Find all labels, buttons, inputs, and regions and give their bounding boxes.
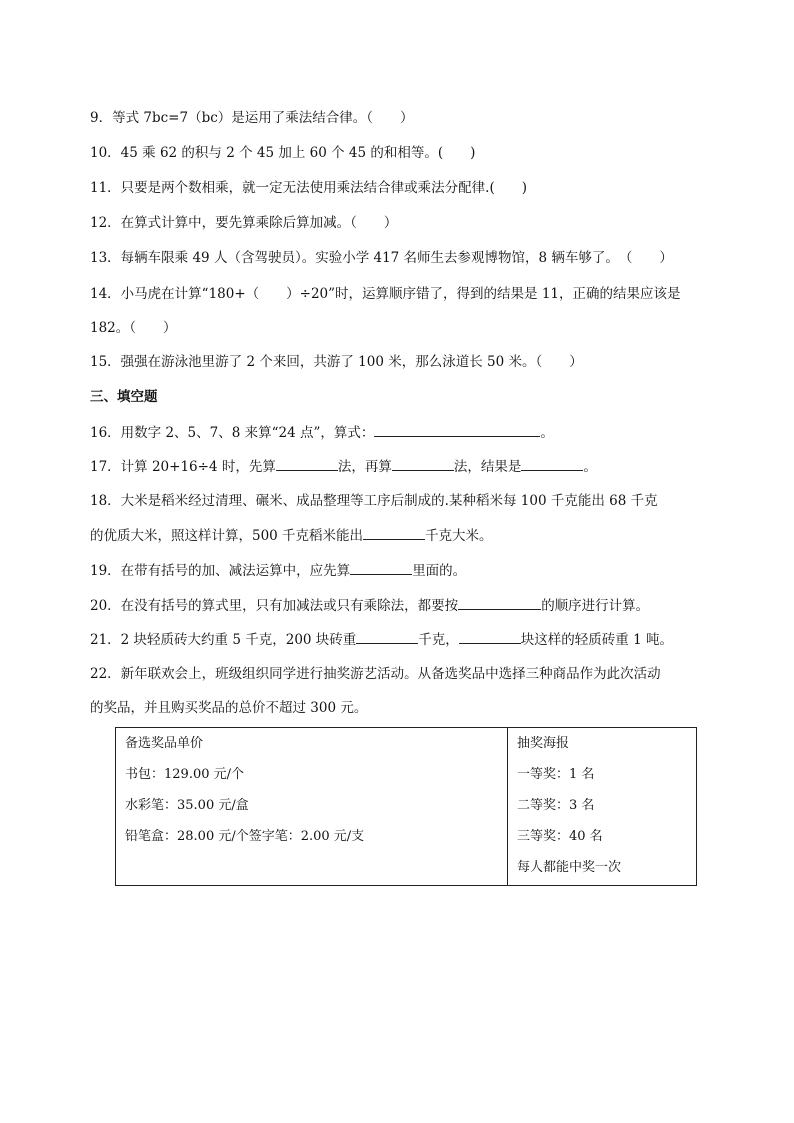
question-15: 15．强强在游泳池里游了 2 个来回，共游了 100 米，那么泳道长 50 米。（ ） <box>90 354 583 370</box>
question-21-text-2: 千克， <box>418 632 459 648</box>
question-9: 9．等式 7bc=7（bc）是运用了乘法结合律。（ ） <box>90 110 414 126</box>
table-line: 抽奖海报 <box>517 736 570 751</box>
question-19-end: 里面的。 <box>412 563 467 579</box>
question-16-end: 。 <box>540 425 554 441</box>
question-21-end: 块这样的轻质砖重 1 吨。 <box>520 632 673 648</box>
question-16-text: 16．用数字 2、5、7、8 来算“24 点”，算式： <box>90 425 375 441</box>
question-17 <box>90 456 597 477</box>
question-17-end: 。 <box>583 459 597 475</box>
lottery-poster-cell <box>508 728 697 886</box>
answer-blank[interactable] <box>363 525 425 540</box>
answer-blank[interactable] <box>356 629 418 644</box>
table-line: 每人都能中奖一次 <box>517 860 622 875</box>
question-22: 22．新年联欢会上，班级组织同学进行抽奖游艺活动。从备选奖品中选择三种商品作为此次活动 <box>90 666 661 682</box>
answer-blank[interactable] <box>350 560 412 575</box>
question-17-text-2: 法，再算 <box>337 459 392 475</box>
question-20-text: 20．在没有括号的算式里，只有加减法或只有乘除法，都要按 <box>90 598 459 614</box>
table-line: 一等奖：1 名 <box>517 767 595 782</box>
question-21 <box>90 629 673 650</box>
question-11: 11．只要是两个数相乘，就一定无法使用乘法结合律或乘法分配律.( ) <box>90 180 528 196</box>
table-line: 铅笔盒：28.00 元/个签字笔：2.00 元/支 <box>125 829 365 844</box>
question-20-end: 的顺序进行计算。 <box>541 598 650 614</box>
question-18-continued <box>90 525 493 546</box>
answer-blank[interactable] <box>521 456 583 471</box>
answer-blank[interactable] <box>276 456 338 471</box>
question-10: 10．45 乘 62 的积与 2 个 45 加上 60 个 45 的和相等。( ) <box>90 145 476 161</box>
question-16 <box>90 422 554 443</box>
answer-blank[interactable] <box>458 595 541 610</box>
question-18-text: 的优质大米，照这样计算，500 千克稻米能出 <box>90 528 364 544</box>
answer-blank[interactable] <box>392 456 454 471</box>
question-17-text: 17．计算 20+16÷4 时，先算 <box>90 459 276 475</box>
question-13: 13．每辆车限乘 49 人（含驾驶员）。实验小学 417 名师生去参观博物馆，8 辆车够了。 （ ） <box>90 250 673 266</box>
question-21-text: 21．2 块轻质砖大约重 5 千克，200 块砖重 <box>90 632 357 648</box>
question-19-text: 19．在带有括号的加、减法运算中，应先算 <box>90 563 351 579</box>
table-line: 备选奖品单价 <box>125 736 204 751</box>
question-18: 18．大米是稻米经过清理、碾米、成品整理等工序后制成的.某种稻米每 100 千克能出 68 千克 <box>90 493 658 509</box>
question-22-continued: 的奖品，并且购买奖品的总价不超过 300 元。 <box>90 700 368 716</box>
question-17-text-3: 法，结果是 <box>453 459 522 475</box>
prize-table <box>115 727 697 886</box>
table-line: 书包：129.00 元/个 <box>125 767 244 782</box>
section-title: 三、填空题 <box>90 389 158 405</box>
table-line: 三等奖：40 名 <box>517 829 603 844</box>
question-20 <box>90 595 649 616</box>
answer-blank[interactable] <box>374 422 540 437</box>
prize-price-cell <box>116 728 508 886</box>
question-18-end: 千克大米。 <box>425 528 493 544</box>
answer-blank[interactable] <box>459 629 521 644</box>
question-12: 12．在算式计算中，要先算乘除后算加减。（ ） <box>90 215 398 231</box>
question-14-continued: 182。（ ） <box>90 320 177 336</box>
table-line: 二等奖：3 名 <box>517 798 595 813</box>
question-14: 14．小马虎在计算“180+（ ）÷20”时，运算顺序错了，得到的结果是 11，正确的结果应该是 <box>90 286 681 302</box>
question-19 <box>90 560 466 581</box>
table-line: 水彩笔：35.00 元/盒 <box>125 798 249 813</box>
